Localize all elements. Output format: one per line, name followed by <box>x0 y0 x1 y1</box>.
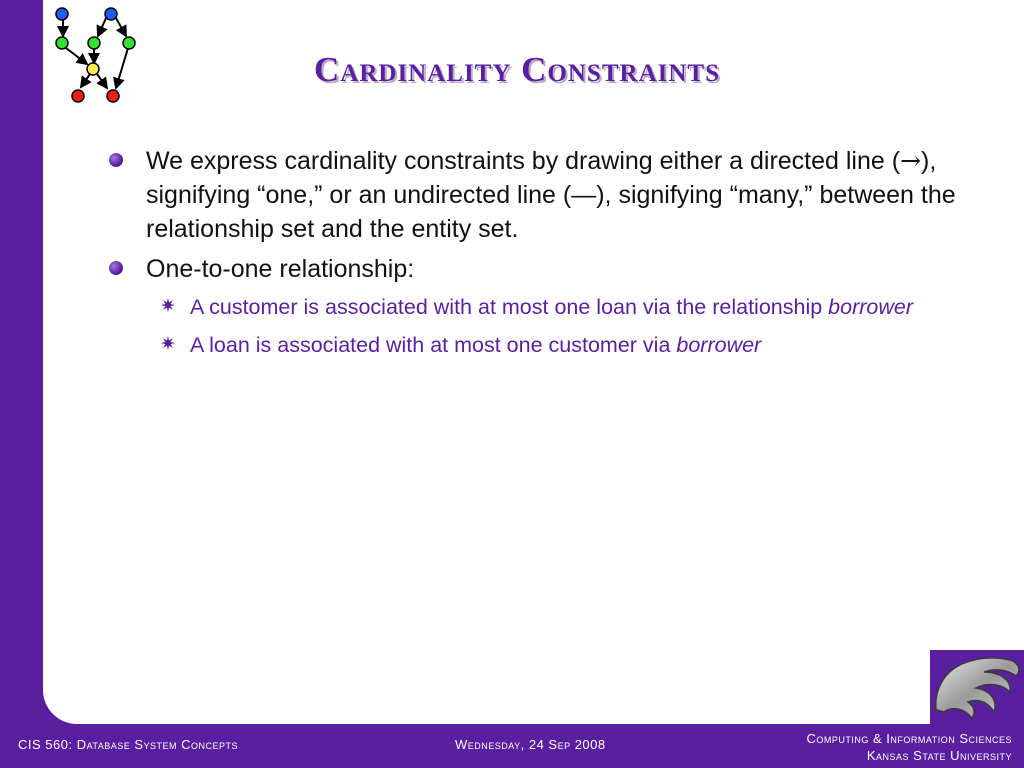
footer-date: Wednesday, 24 Sep 2008 <box>455 737 606 752</box>
sub-bullet-customer <box>108 292 958 322</box>
asterisk-bullet-icon: ✷ <box>160 334 176 355</box>
footer-university: Kansas State University <box>866 748 1012 763</box>
graph-network-logo-icon <box>50 4 142 106</box>
sub-bullet-text: A customer is associated with at most one loan via the relationship <box>190 295 829 319</box>
relationship-name: borrower <box>676 333 762 357</box>
slide-title: Cardinality Constraints <box>314 50 720 89</box>
footer-course: CIS 560: Database System Concepts <box>18 737 239 752</box>
bullet-cardinality-description <box>108 144 958 246</box>
sub-bullet-text: A loan is associated with at most one customer via <box>190 333 677 357</box>
bullet-text-part: We express cardinality constraints by drawing either a directed line ( <box>146 147 901 175</box>
footer-department: Computing & Information Sciences <box>806 731 1012 746</box>
relationship-name: borrower <box>828 295 914 319</box>
asterisk-bullet-icon: ✷ <box>160 296 176 317</box>
footer-institution <box>806 730 1012 764</box>
bullet-text: One-to-one relationship: <box>146 255 415 283</box>
powercat-logo-icon <box>930 650 1024 724</box>
bullet-dot-icon <box>109 261 123 275</box>
sub-bullet-loan <box>108 330 958 360</box>
bullet-one-to-one <box>108 252 958 286</box>
slide-body <box>108 144 958 368</box>
bullet-text-part: ), signifying “one,” or an undirected line (—), signifying “many,” between the relationship set and the entity set. <box>146 147 956 243</box>
bullet-dot-icon <box>109 153 123 167</box>
arrow-symbol: → <box>900 146 922 175</box>
